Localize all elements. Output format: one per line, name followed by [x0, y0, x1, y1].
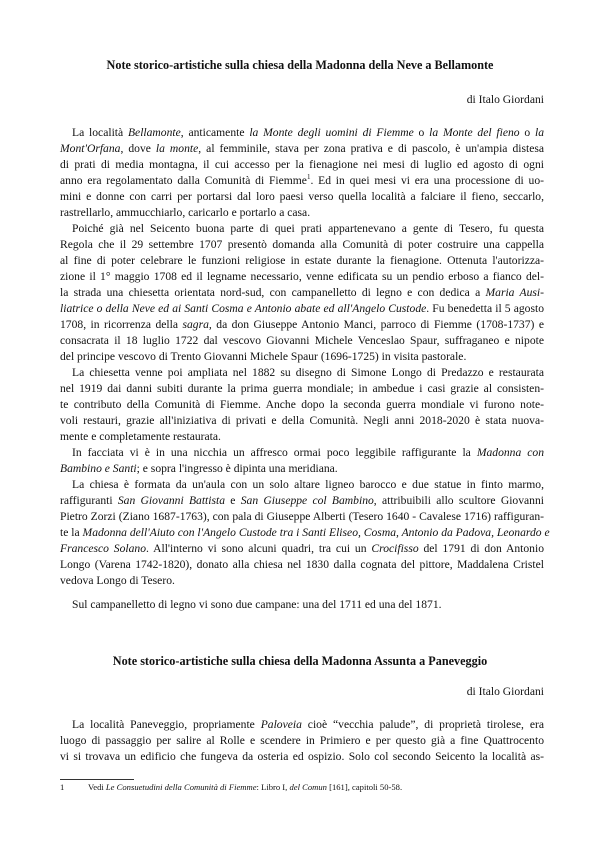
- italic-text: del Comun: [289, 782, 327, 792]
- text-line: [60, 733, 544, 749]
- text-line: [60, 557, 544, 573]
- footnote-text: [88, 782, 402, 792]
- text-line: [60, 237, 544, 253]
- text-line: [72, 221, 544, 237]
- text-line: [60, 509, 544, 525]
- text-line: [60, 205, 544, 221]
- footnote-separator: [60, 779, 134, 780]
- text-run: La località: [72, 126, 128, 139]
- text-run: di prati di media montagna, il cui accesso per la fienagione nei mesi di luglio ed agosto di ogni: [60, 158, 544, 171]
- text-run: , attribuibili allo scultore Giovanni: [373, 494, 544, 507]
- text-run: o: [413, 126, 430, 139]
- italic-text: San Giovanni Battista: [117, 494, 226, 507]
- text-run: del principe vescovo di Trento Giovanni Michele Spaur (1696-1725) in visita pastorale.: [60, 350, 467, 363]
- text-line: [72, 597, 544, 613]
- text-run: . Ed in quei mesi vi era una processione di uo-: [310, 174, 544, 187]
- text-run: In facciata vi è in una nicchia un affresco ormai poco leggibile raffigurante la: [72, 446, 477, 459]
- text-run: , al femminile, stava per zona prativa e di pascolo, è un'ampia distesa: [198, 142, 545, 155]
- italic-text: Maria Ausi-: [485, 286, 544, 299]
- text-run: Regola che il 29 settembre 1707 presentò domanda alla Comunità di poter costruire una cappella: [60, 238, 544, 251]
- text-line: [60, 157, 544, 173]
- text-run: zione il 1° maggio 1708 ed il legname necessario, venne edificata su un pendio erboso a fianco del-: [60, 270, 544, 283]
- text-line: [60, 573, 544, 589]
- text-line: [72, 445, 544, 461]
- text-run: La località Paneveggio, propriamente: [72, 718, 261, 731]
- text-run: anno era regolamentato dalla Comunità di Fiemme: [60, 174, 307, 187]
- text-run: o: [519, 126, 535, 139]
- text-run: Poiché già nel Seicento buona parte di quei prati appartenevano a gente di Tesero, fu questa: [72, 222, 544, 235]
- text-run: raffiguranti: [60, 494, 118, 507]
- text-run: al fine di poter celebrare le funzioni religiose in estate durante la fienagione. Ottenuta l'autorizza-: [60, 254, 544, 267]
- text-run: la strada una chiesetta orientata nord-sud, con campanelletto di legno e con dedica a: [60, 286, 486, 299]
- text-line: [60, 525, 550, 541]
- text-run: nel 1919 dai danni subiti durante la prima guerra mondiale; in ambedue i casi grazie al consisten-: [60, 382, 544, 395]
- text-run: da don Giuseppe Antonio Manci, parroco di Fiemme (1708-1737) e: [211, 318, 544, 331]
- text-line: [60, 749, 544, 765]
- text-line: [60, 381, 544, 397]
- text-run: Sul campanelletto di legno vi sono due campane: una del 1711 ed una del 1871.: [72, 598, 442, 611]
- italic-text: sagra,: [182, 318, 212, 331]
- text-run: luogo di passaggio per salire al Rolle e scendere in Primiero e per questo già a fine Quattrocento: [60, 734, 544, 747]
- footnote-reference: 1: [306, 173, 311, 182]
- text-run: Vedi: [88, 782, 106, 792]
- text-line: [60, 141, 544, 157]
- text-line: [60, 397, 544, 413]
- text-line: [60, 429, 544, 445]
- footnote-number: 1: [60, 782, 65, 792]
- text-run: vedova Longo di Tesero.: [60, 574, 175, 587]
- text-line: [72, 125, 544, 141]
- text-line: [60, 413, 544, 429]
- article-title: Note storico-artistiche sulla chiesa della Madonna della Neve a Bellamonte: [106, 58, 494, 72]
- italic-text: Paloveia: [260, 718, 302, 731]
- text-line: [60, 189, 544, 205]
- italic-text: la Monte degli uomini di Fiemme: [249, 126, 414, 139]
- text-run: Longo (Varena 1742-1820), donato alla chiesa nel 1830 dalla cognata del pittore, Maddalena Cristel: [60, 558, 544, 571]
- text-run: 1708, in ricorrenza della: [60, 318, 183, 331]
- article-title: Note storico-artistiche sulla chiesa della Madonna Assunta a Paneveggio: [112, 654, 488, 668]
- text-run: , anticamente: [180, 126, 250, 139]
- italic-text: Le Consuetudini della Comunità di Fiemme: [105, 782, 257, 792]
- italic-text: Madonna con: [476, 446, 544, 459]
- italic-text: Bellamonte: [127, 126, 181, 139]
- article-author: di Italo Giordani: [466, 93, 544, 106]
- text-line: [60, 333, 544, 349]
- text-line: [60, 173, 544, 189]
- italic-text: la monte: [155, 142, 199, 155]
- italic-text: la: [534, 126, 545, 139]
- italic-text: Bambino e Santi: [60, 462, 137, 475]
- text-run: La chiesetta venne poi ampliata nel 1882 su disegno di Simone Longo di Predazzo e restaurata: [72, 366, 544, 379]
- text-line: [72, 365, 544, 381]
- article-author: di Italo Giordani: [466, 685, 544, 698]
- italic-text: Crocifisso: [371, 542, 419, 555]
- text-run: ; e sopra l'ingresso è dipinta una meridiana.: [136, 462, 338, 475]
- text-line: [60, 349, 544, 365]
- italic-text: San Giuseppe col Bambino: [240, 494, 374, 507]
- text-run: : Libro I,: [256, 782, 290, 792]
- italic-text: Mont'Orfana: [60, 142, 121, 155]
- italic-text: liatrice o della Neve ed ai Santi Cosma e Antonio abate ed all'Angelo Custode: [60, 302, 427, 315]
- text-line: [72, 717, 544, 733]
- text-run: voli restauri, grazie all'iniziativa di privati e della Comunità. Negli anni 2018-2020 è stata nuova-: [60, 414, 544, 427]
- text-run: rastrellarlo, ammucchiarlo, caricarlo e portarlo a casa.: [60, 206, 311, 219]
- text-run: del 1791 di don Antonio: [418, 542, 545, 555]
- text-run: consacrata il 18 luglio 1722 dal vescovo Giovanni Michele Venceslao Spaur, suffraganeo e nipote: [60, 334, 544, 347]
- text-line: [60, 301, 544, 317]
- text-line: [60, 493, 544, 509]
- text-line: [60, 461, 544, 477]
- text-line: [72, 477, 544, 493]
- text-run: La chiesa è formata da un'aula con un solo altare ligneo barocco e due statue in finto marmo,: [72, 478, 544, 491]
- text-run: mini e donne con carri per portarsi dal loro paesi verso quella località a falciare il fieno, seccarlo,: [60, 190, 544, 203]
- text-run: . Fu benedetta il 5 agosto: [426, 302, 544, 315]
- text-line: [60, 317, 544, 333]
- text-run: [161], capitoli 50-58.: [326, 782, 403, 792]
- italic-text: la Monte del fieno: [429, 126, 520, 139]
- text-run: cioè “vecchia palude”, di proprietà tirolese, era: [301, 718, 544, 731]
- text-run: te la: [60, 526, 83, 539]
- text-run: Pietro Zorzi (Ziano 1687-1763), con pala di Giuseppe Alberti (Tesero 1640 - Cavalese 1716) raffiguran-: [60, 510, 544, 523]
- text-run: . All'interno vi sono alcuni quadri, tra cui un: [146, 542, 372, 555]
- text-line: [60, 541, 544, 557]
- text-run: , dove: [120, 142, 156, 155]
- italic-text: Madonna dell'Aiuto con l'Angelo Custode tra i Santi Eliseo, Cosma, Antonio da Padova, Leonardo e: [82, 526, 550, 539]
- text-line: [60, 285, 544, 301]
- text-run: vi si trovava un edificio che fungeva da osteria ed ospizio. Solo col secondo Seicento la località as-: [60, 750, 544, 763]
- text-line: [60, 253, 544, 269]
- text-run: mente e completamente restaurata.: [60, 430, 221, 443]
- text-run: te contributo della Comunità di Fiemme. Anche dopo la seconda guerra mondiale vi furono note-: [60, 398, 544, 411]
- text-line: [60, 269, 544, 285]
- text-run: e: [225, 494, 241, 507]
- italic-text: Francesco Solano: [60, 542, 146, 555]
